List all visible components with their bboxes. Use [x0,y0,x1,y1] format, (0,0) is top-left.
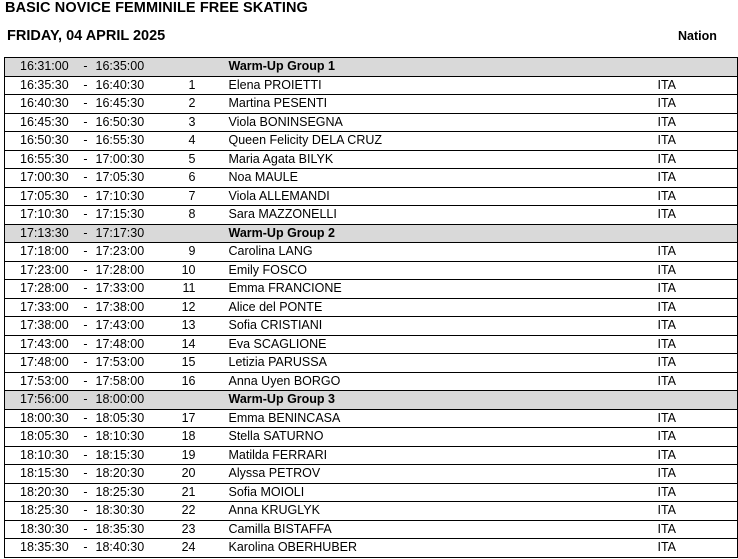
skater-row [5,372,738,391]
nation-code: ITA [658,280,738,299]
end-time: 17:15:30 [96,206,176,225]
skater-name: Maria Agata BILYK [200,150,658,169]
end-time: 16:40:30 [96,76,176,95]
skater-row [5,317,738,336]
start-number: 15 [176,354,200,373]
start-number: 1 [176,76,200,95]
skater-name: Letizia PARUSSA [200,354,658,373]
skater-row [5,483,738,502]
end-time: 18:10:30 [96,428,176,447]
skater-row [5,335,738,354]
end-time: 18:35:30 [96,520,176,539]
nation-code: ITA [658,169,738,188]
start-time: 17:33:00 [5,298,76,317]
nation-code: ITA [658,446,738,465]
time-separator: - [76,206,96,225]
nation-code: ITA [658,243,738,262]
end-time: 18:30:30 [96,502,176,521]
skater-row [5,95,738,114]
time-separator: - [76,465,96,484]
skater-row [5,150,738,169]
start-time: 18:35:30 [5,539,76,558]
skater-row [5,76,738,95]
start-number: 4 [176,132,200,151]
skater-row [5,280,738,299]
start-number: 23 [176,520,200,539]
end-time: 18:20:30 [96,465,176,484]
time-separator: - [76,243,96,262]
nation-code: ITA [658,298,738,317]
skater-name: Alice del PONTE [200,298,658,317]
start-number: 14 [176,335,200,354]
skater-name: Emily FOSCO [200,261,658,280]
time-separator: - [76,298,96,317]
schedule-table [4,57,738,558]
skater-name: Anna KRUGLYK [200,502,658,521]
end-time: 17:17:30 [96,224,176,243]
nation-code: ITA [658,150,738,169]
skater-row [5,409,738,428]
end-time: 16:55:30 [96,132,176,151]
skater-name: Camilla BISTAFFA [200,520,658,539]
skater-name: Sofia MOIOLI [200,483,658,502]
start-number [176,224,200,243]
nation-code: ITA [658,465,738,484]
start-time: 16:40:30 [5,95,76,114]
start-time: 16:31:00 [5,58,76,77]
start-number: 18 [176,428,200,447]
time-separator: - [76,169,96,188]
start-number: 16 [176,372,200,391]
skater-name: Alyssa PETROV [200,465,658,484]
end-time: 17:48:00 [96,335,176,354]
start-number: 17 [176,409,200,428]
skater-row [5,132,738,151]
start-time: 17:23:00 [5,261,76,280]
skater-name: Viola ALLEMANDI [200,187,658,206]
time-separator: - [76,428,96,447]
skater-name: Anna Uyen BORGO [200,372,658,391]
skater-name: Matilda FERRARI [200,446,658,465]
skater-name: Viola BONINSEGNA [200,113,658,132]
start-number [176,391,200,410]
warmup-group-label: Warm-Up Group 3 [200,391,658,410]
start-time: 18:30:30 [5,520,76,539]
end-time: 17:58:00 [96,372,176,391]
start-number: 8 [176,206,200,225]
start-time: 17:00:30 [5,169,76,188]
skater-name: Emma BENINCASA [200,409,658,428]
start-time: 17:05:30 [5,187,76,206]
end-time: 17:00:30 [96,150,176,169]
start-number: 22 [176,502,200,521]
time-separator: - [76,409,96,428]
skater-row [5,539,738,558]
skater-row [5,428,738,447]
skater-name: Elena PROIETTI [200,76,658,95]
start-time: 18:00:30 [5,409,76,428]
start-number: 19 [176,446,200,465]
nation-code [658,224,738,243]
skater-name: Emma FRANCIONE [200,280,658,299]
start-time: 17:43:00 [5,335,76,354]
start-time: 16:50:30 [5,132,76,151]
end-time: 17:38:00 [96,298,176,317]
time-separator: - [76,280,96,299]
skater-name: Eva SCAGLIONE [200,335,658,354]
skater-name: Queen Felicity DELA CRUZ [200,132,658,151]
skater-name: Stella SATURNO [200,428,658,447]
start-number: 24 [176,539,200,558]
skater-row [5,520,738,539]
nation-column-header: Nation [678,29,717,43]
time-separator: - [76,224,96,243]
skater-row [5,354,738,373]
end-time: 17:28:00 [96,261,176,280]
skater-row [5,169,738,188]
nation-code: ITA [658,520,738,539]
end-time: 16:50:30 [96,113,176,132]
nation-code: ITA [658,372,738,391]
start-number [176,58,200,77]
start-number: 11 [176,280,200,299]
end-time: 17:33:00 [96,280,176,299]
time-separator: - [76,539,96,558]
start-time: 17:10:30 [5,206,76,225]
skater-name: Martina PESENTI [200,95,658,114]
nation-code: ITA [658,206,738,225]
time-separator: - [76,483,96,502]
nation-code: ITA [658,483,738,502]
time-separator: - [76,150,96,169]
nation-code [658,391,738,410]
skater-name: Karolina OBERHUBER [200,539,658,558]
time-separator: - [76,502,96,521]
warmup-group-row [5,58,738,77]
schedule-body [5,58,738,558]
end-time: 18:05:30 [96,409,176,428]
time-separator: - [76,95,96,114]
start-time: 17:18:00 [5,243,76,262]
start-time: 16:45:30 [5,113,76,132]
time-separator: - [76,354,96,373]
skater-row [5,261,738,280]
time-separator: - [76,372,96,391]
start-time: 17:53:00 [5,372,76,391]
nation-code: ITA [658,132,738,151]
warmup-group-row [5,224,738,243]
end-time: 17:43:00 [96,317,176,336]
time-separator: - [76,113,96,132]
event-date: FRIDAY, 04 APRIL 2025 [7,28,166,44]
skater-name: Carolina LANG [200,243,658,262]
time-separator: - [76,132,96,151]
time-separator: - [76,261,96,280]
time-separator: - [76,391,96,410]
skater-name: Noa MAULE [200,169,658,188]
start-number: 9 [176,243,200,262]
end-time: 18:40:30 [96,539,176,558]
skater-row [5,187,738,206]
start-time: 17:56:00 [5,391,76,410]
time-separator: - [76,58,96,77]
skater-row [5,113,738,132]
time-separator: - [76,187,96,206]
time-separator: - [76,520,96,539]
start-number: 10 [176,261,200,280]
event-title: BASIC NOVICE FEMMINILE FREE SKATING [5,0,308,16]
skater-row [5,243,738,262]
nation-code: ITA [658,113,738,132]
nation-code: ITA [658,539,738,558]
start-time: 16:55:30 [5,150,76,169]
nation-code: ITA [658,187,738,206]
skater-row [5,206,738,225]
start-number: 7 [176,187,200,206]
end-time: 16:45:30 [96,95,176,114]
nation-code: ITA [658,428,738,447]
skater-row [5,465,738,484]
end-time: 17:23:00 [96,243,176,262]
nation-code: ITA [658,95,738,114]
end-time: 18:25:30 [96,483,176,502]
start-time: 16:35:30 [5,76,76,95]
start-number: 3 [176,113,200,132]
time-separator: - [76,76,96,95]
start-time: 17:13:30 [5,224,76,243]
end-time: 16:35:00 [96,58,176,77]
end-time: 17:53:00 [96,354,176,373]
start-time: 17:38:00 [5,317,76,336]
skater-name: Sara MAZZONELLI [200,206,658,225]
start-number: 13 [176,317,200,336]
skater-row [5,502,738,521]
start-time: 18:25:30 [5,502,76,521]
start-number: 5 [176,150,200,169]
start-time: 17:48:00 [5,354,76,373]
end-time: 17:10:30 [96,187,176,206]
nation-code: ITA [658,409,738,428]
start-number: 2 [176,95,200,114]
start-time: 17:28:00 [5,280,76,299]
time-separator: - [76,335,96,354]
start-time: 18:05:30 [5,428,76,447]
warmup-group-label: Warm-Up Group 2 [200,224,658,243]
warmup-group-label: Warm-Up Group 1 [200,58,658,77]
skater-row [5,446,738,465]
nation-code: ITA [658,317,738,336]
start-number: 6 [176,169,200,188]
end-time: 18:00:00 [96,391,176,410]
start-time: 18:15:30 [5,465,76,484]
warmup-group-row [5,391,738,410]
nation-code [658,58,738,77]
start-number: 21 [176,483,200,502]
end-time: 17:05:30 [96,169,176,188]
nation-code: ITA [658,502,738,521]
start-time: 18:10:30 [5,446,76,465]
start-number: 20 [176,465,200,484]
end-time: 18:15:30 [96,446,176,465]
nation-code: ITA [658,261,738,280]
start-number: 12 [176,298,200,317]
start-time: 18:20:30 [5,483,76,502]
skater-row [5,298,738,317]
time-separator: - [76,317,96,336]
nation-code: ITA [658,354,738,373]
skater-name: Sofia CRISTIANI [200,317,658,336]
time-separator: - [76,446,96,465]
nation-code: ITA [658,335,738,354]
nation-code: ITA [658,76,738,95]
